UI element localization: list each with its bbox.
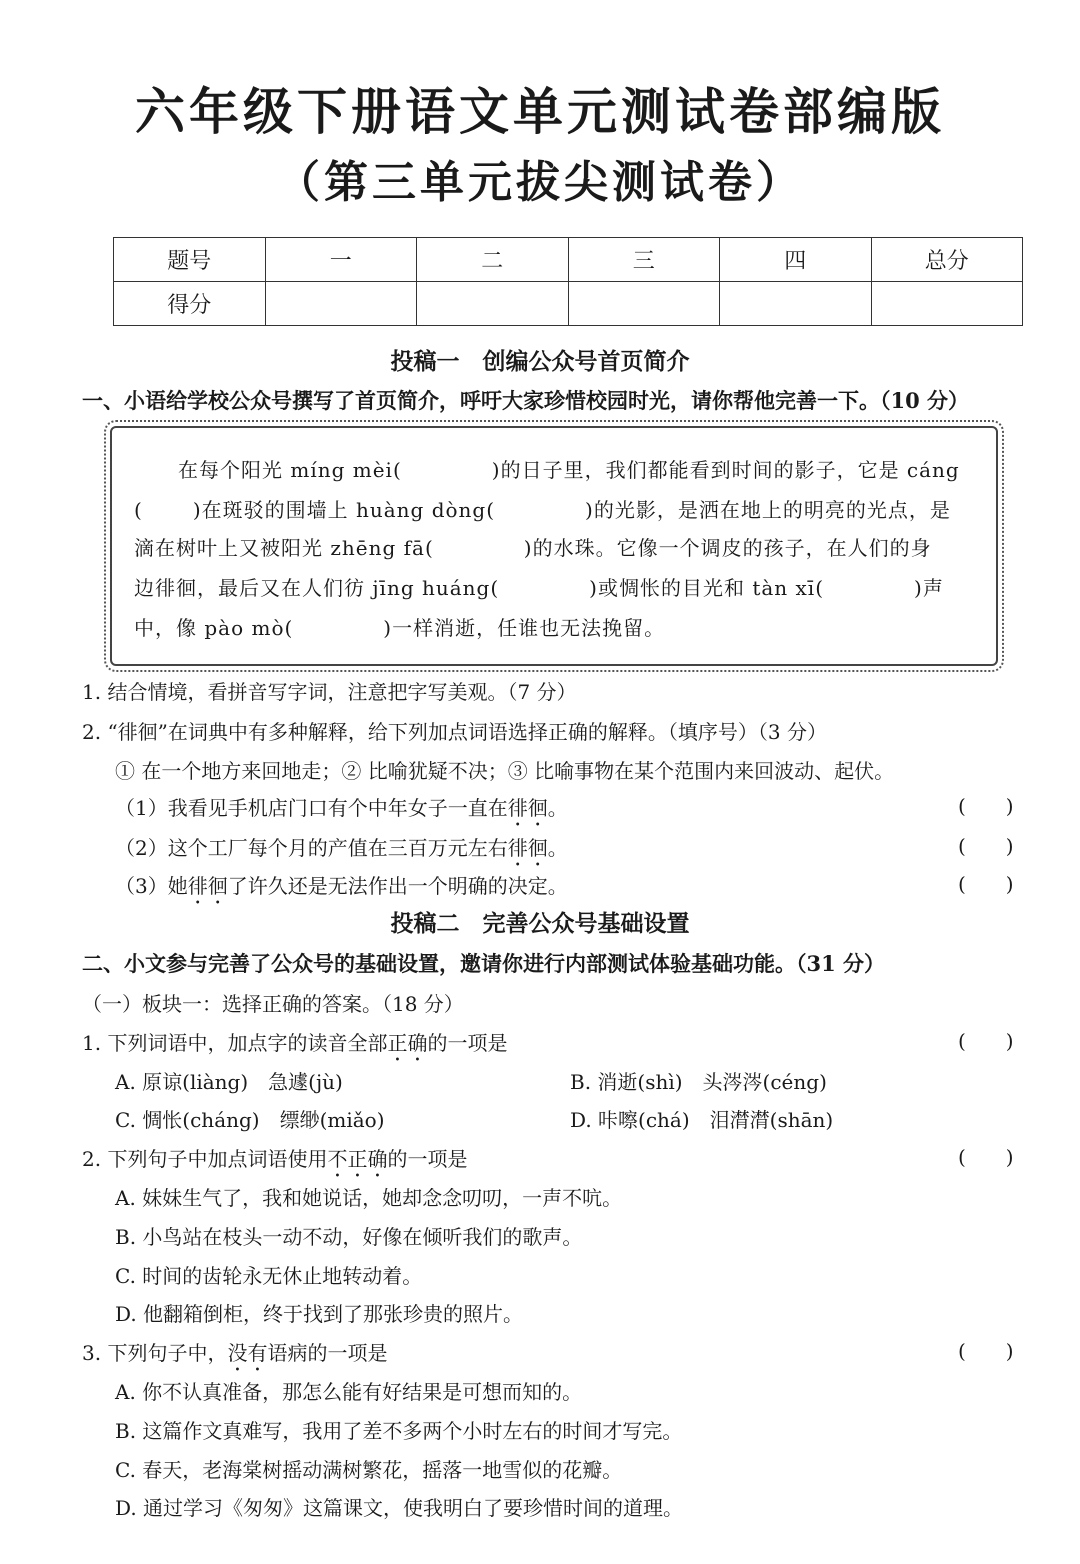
passage-text: )声 [914,576,944,600]
score-row-label: 得分 [114,282,266,326]
answer-paren[interactable]: ( ) [958,794,1014,818]
question-text: 的一项是 [427,1031,508,1055]
score-header-cell: 总分 [871,238,1023,282]
passage-box [110,426,998,666]
section2-q3-option-b[interactable]: B. 这篇作文真难写，我用了差不多两个小时左右的时间才写完。 [115,1419,683,1443]
score-cell[interactable] [568,282,720,326]
score-table-header-row [114,238,1023,282]
emphasis-word: 正确 [387,1031,428,1055]
emphasis-word: 徘徊 [507,836,548,860]
question-text: 3. 下列句子中， [82,1341,228,1365]
question-text: 1. 下列词语中，加点字的读音全部 [82,1031,388,1055]
section1-question: 一、小语给学校公众号撰写了首页简介，呼吁大家珍惜校园时光，请你帮他完善一下。（10 分） [82,388,970,413]
passage-text: 边徘徊，最后又在人们彷 jīng huáng( [134,576,500,600]
section1-q2-item-1 [115,792,568,831]
section1-q2: 2. “徘徊”在词典中有多种解释，给下列加点词语选择正确的解释。（填序号）（3 分） [82,720,827,744]
score-cell[interactable] [720,282,872,326]
item-text: （1）我看见手机店门口有个中年女子一直在 [115,796,508,820]
score-cell[interactable] [265,282,417,326]
section2-q3 [82,1337,387,1376]
emphasis-word: 徘徊 [507,796,548,820]
answer-paren[interactable]: ( ) [958,1145,1014,1169]
passage-text: )一样消逝，任谁也无法挽留。 [383,616,666,640]
item-text: 了许久还是无法作出一个明确的决定。 [227,874,568,898]
score-header-cell: 四 [720,238,872,282]
item-text: （3）她 [115,874,188,898]
question-text: 语病的一项是 [267,1341,388,1365]
section2-q3-option-d[interactable]: D. 通过学习《匆匆》这篇课文，使我明白了要珍惜时间的道理。 [115,1496,684,1520]
passage-line-1 [178,454,960,483]
passage-text: 中，像 pào mò( [134,616,294,640]
page-title: 六年级下册语文单元测试卷部编版 [135,82,945,141]
section1-q2-options: ① 在一个地方来回地走；② 比喻犹疑不决；③ 比喻事物在某个范围内来回波动、起伏。 [115,759,895,783]
score-header-cell: 题号 [114,238,266,282]
passage-text: )的日子里，我们都能看到时间的影子，它是 cáng [491,458,960,482]
score-table-score-row [114,282,1023,326]
section2-q1-option-b[interactable]: B. 消逝(shì) 头涔涔(céng) [570,1070,827,1094]
passage-line-4 [134,572,944,601]
section1-q2-item-3 [115,870,568,909]
item-text: 。 [547,836,568,860]
emphasis-word: 没有 [227,1341,268,1365]
answer-paren[interactable]: ( ) [958,872,1014,896]
score-cell[interactable] [871,282,1023,326]
score-cell[interactable] [417,282,569,326]
passage-line-2 [134,494,951,523]
score-header-cell: 一 [265,238,417,282]
section2-q2-option-d[interactable]: D. 他翻箱倒柜，终于找到了那张珍贵的照片。 [115,1302,524,1326]
section1-q2-item-2 [115,832,568,871]
emphasis-word: 徘徊 [187,874,228,898]
section2-q3-option-c[interactable]: C. 春天，老海棠树摇动满树繁花，摇落一地雪似的花瓣。 [115,1458,623,1482]
item-text: 。 [547,796,568,820]
passage-text: 滴在树叶上又被阳光 zhēng fā( [134,536,434,560]
passage-text: )或惆怅的目光和 tàn xī( [589,576,825,600]
section2-question: 二、小文参与完善了公众号的基础设置，邀请你进行内部测试体验基础功能。（31 分） [82,951,886,976]
passage-text: ( [134,498,143,522]
score-header-cell: 二 [417,238,569,282]
section1-q1: 1. 结合情境，看拼音写字词，注意把字写美观。（7 分） [82,680,577,704]
section2-q1-option-c[interactable]: C. 惆怅(cháng) 缥缈(miǎo) [115,1108,385,1132]
page-subtitle: （第三单元拔尖测试卷） [276,157,804,208]
score-table [113,237,1023,326]
section2-q2-option-b[interactable]: B. 小鸟站在枝头一动不动，好像在倾听我们的歌声。 [115,1225,583,1249]
passage-line-5 [134,612,665,641]
section2-q1-option-d[interactable]: D. 咔嚓(chá) 泪潸潸(shān) [570,1108,834,1132]
section2-q2-option-c[interactable]: C. 时间的齿轮永无休止地转动着。 [115,1264,423,1288]
answer-paren[interactable]: ( ) [958,834,1014,858]
section2-title: 投稿二 完善公众号基础设置 [390,910,690,937]
question-text: 的一项是 [387,1147,468,1171]
section2-q2-option-a[interactable]: A. 妹妹生气了，我和她说话，她却念念叨叨，一声不吭。 [115,1186,623,1210]
answer-paren[interactable]: ( ) [958,1029,1014,1053]
emphasis-word: 不正确 [327,1147,388,1171]
question-text: 2. 下列句子中加点词语使用 [82,1147,328,1171]
passage-text: )的光影，是洒在地上的明亮的光点，是 [585,498,951,522]
passage-text: 在每个阳光 míng mèi( [178,458,402,482]
section2-q1 [82,1027,507,1066]
answer-paren[interactable]: ( ) [958,1339,1014,1363]
score-header-cell: 三 [568,238,720,282]
section2-q2 [82,1143,467,1182]
item-text: （2）这个工厂每个月的产值在三百万元左右 [115,836,508,860]
section2-part1: （一）板块一：选择正确的答案。（18 分） [82,992,464,1016]
section1-title: 投稿一 创编公众号首页简介 [390,348,690,375]
section2-q1-option-a[interactable]: A. 原谅(liàng) 急遽(jù) [115,1070,343,1094]
passage-text: )的水珠。它像一个调皮的孩子，在人们的身 [523,536,932,560]
passage-line-3 [134,532,932,561]
section2-q3-option-a[interactable]: A. 你不认真准备，那怎么能有好结果是可想而知的。 [115,1380,583,1404]
passage-text: )在斑驳的围墙上 huàng dòng( [192,498,496,522]
